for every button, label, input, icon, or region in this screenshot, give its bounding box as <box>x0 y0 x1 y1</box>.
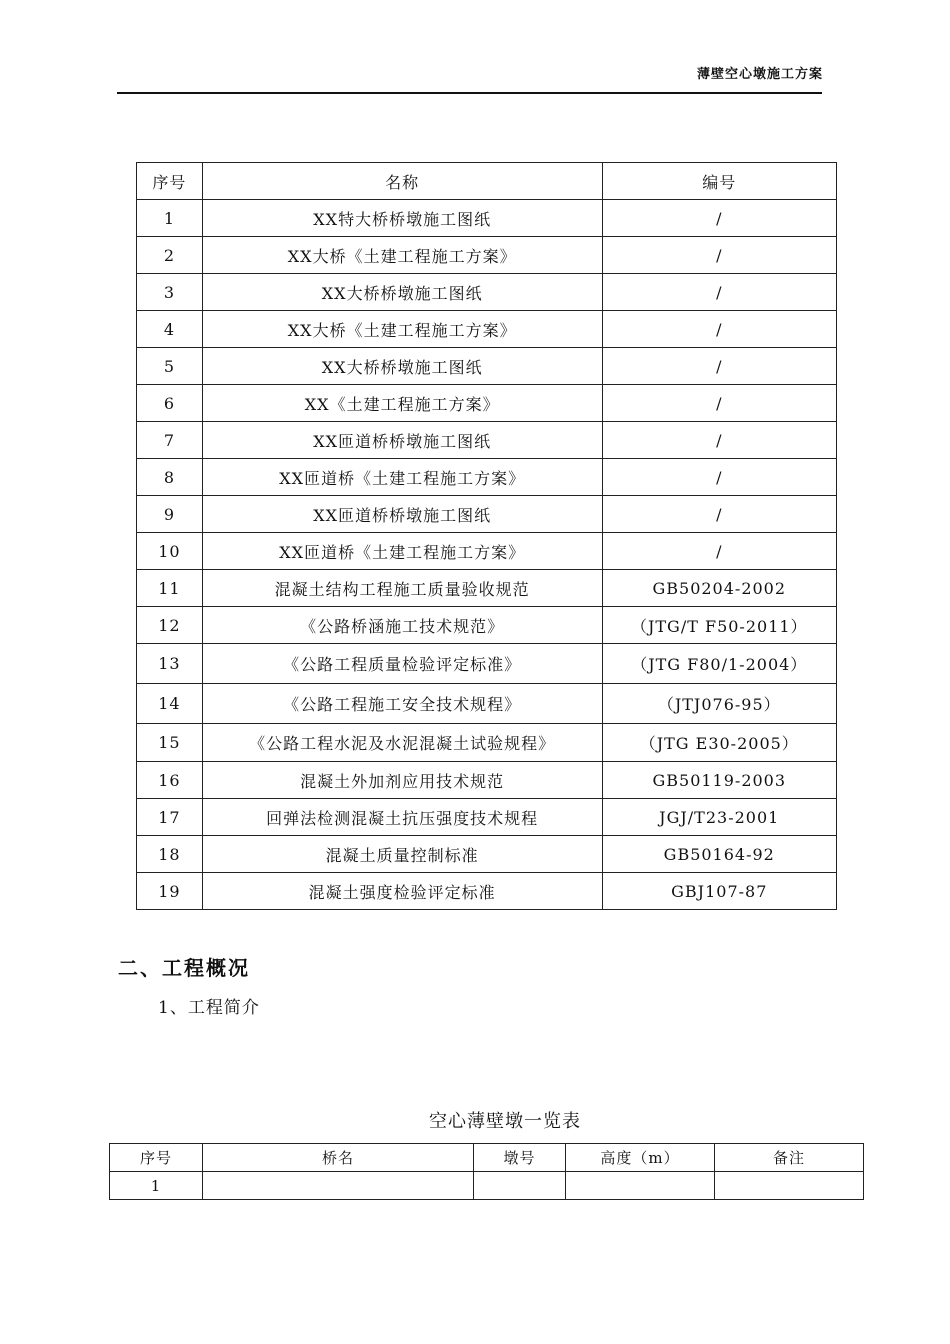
row-code-cell: GB50119-2003 <box>602 762 836 799</box>
row-name-cell: XX大桥桥墩施工图纸 <box>202 348 602 385</box>
row-name-cell: 回弹法检测混凝土抗压强度技术规程 <box>202 799 602 836</box>
row-remarks-cell <box>715 1172 864 1200</box>
column-header-name: 名称 <box>202 163 602 200</box>
row-code-cell: （JTJ076-95） <box>602 684 836 724</box>
section-heading: 二、工程概况 <box>118 956 250 980</box>
pier-overview-table <box>109 1143 864 1200</box>
table-row <box>137 873 837 910</box>
row-code-cell: / <box>602 274 836 311</box>
row-code-cell: / <box>602 422 836 459</box>
reference-standards-table <box>136 162 837 910</box>
table-row <box>137 644 837 684</box>
table-row <box>137 459 837 496</box>
row-pier-number-cell <box>474 1172 566 1200</box>
row-code-cell: GB50164-92 <box>602 836 836 873</box>
row-index-cell: 1 <box>137 200 203 237</box>
column-header-pier-number: 墩号 <box>474 1144 566 1172</box>
row-code-cell: / <box>602 348 836 385</box>
pier-table-caption: 空心薄壁墩一览表 <box>429 1111 581 1132</box>
row-code-cell: / <box>602 533 836 570</box>
row-index-cell: 8 <box>137 459 203 496</box>
table-row <box>137 348 837 385</box>
header-title: 薄壁空心墩施工方案 <box>696 67 823 82</box>
table-row <box>137 311 837 348</box>
row-name-cell: XX《土建工程施工方案》 <box>202 385 602 422</box>
row-index-cell: 6 <box>137 385 203 422</box>
row-name-cell: 《公路工程水泥及水泥混凝土试验规程》 <box>202 724 602 762</box>
table-row <box>137 607 837 644</box>
row-name-cell: XX大桥《土建工程施工方案》 <box>202 237 602 274</box>
row-index-cell: 12 <box>137 607 203 644</box>
row-name-cell: XX匝道桥桥墩施工图纸 <box>202 496 602 533</box>
column-header-index: 序号 <box>110 1144 203 1172</box>
column-header-bridge-name: 桥名 <box>203 1144 474 1172</box>
row-index-cell: 4 <box>137 311 203 348</box>
row-code-cell: / <box>602 237 836 274</box>
row-code-cell: JGJ/T23-2001 <box>602 799 836 836</box>
row-name-cell: 《公路工程施工安全技术规程》 <box>202 684 602 724</box>
row-code-cell: （JTG F80/1-2004） <box>602 644 836 684</box>
column-header-height: 高度（m） <box>566 1144 715 1172</box>
row-code-cell: （JTG/T F50-2011） <box>602 607 836 644</box>
row-index-cell: 14 <box>137 684 203 724</box>
table-row <box>137 496 837 533</box>
row-name-cell: 《公路工程质量检验评定标准》 <box>202 644 602 684</box>
row-index-cell: 5 <box>137 348 203 385</box>
table-row <box>137 724 837 762</box>
row-name-cell: XX大桥桥墩施工图纸 <box>202 274 602 311</box>
row-name-cell: 混凝土质量控制标准 <box>202 836 602 873</box>
row-name-cell: XX大桥《土建工程施工方案》 <box>202 311 602 348</box>
table-row <box>137 533 837 570</box>
column-header-index: 序号 <box>137 163 203 200</box>
header-rule <box>117 92 822 94</box>
table-row <box>137 762 837 799</box>
row-index-cell: 15 <box>137 724 203 762</box>
column-header-remarks: 备注 <box>715 1144 864 1172</box>
row-name-cell: XX匝道桥《土建工程施工方案》 <box>202 459 602 496</box>
row-index-cell: 17 <box>137 799 203 836</box>
row-height-cell <box>566 1172 715 1200</box>
row-code-cell: / <box>602 200 836 237</box>
table-row <box>137 422 837 459</box>
table-row <box>137 799 837 836</box>
row-name-cell: 《公路桥涵施工技术规范》 <box>202 607 602 644</box>
row-name-cell: XX特大桥桥墩施工图纸 <box>202 200 602 237</box>
row-bridge-name-cell <box>203 1172 474 1200</box>
table-row <box>137 200 837 237</box>
table-row <box>137 385 837 422</box>
row-index-cell: 18 <box>137 836 203 873</box>
table-header-row <box>110 1144 864 1172</box>
row-name-cell: 混凝土结构工程施工质量验收规范 <box>202 570 602 607</box>
row-name-cell: 混凝土强度检验评定标准 <box>202 873 602 910</box>
row-index-cell: 19 <box>137 873 203 910</box>
row-index-cell: 3 <box>137 274 203 311</box>
column-header-code: 编号 <box>602 163 836 200</box>
table-row <box>137 237 837 274</box>
row-index-cell: 9 <box>137 496 203 533</box>
row-code-cell: / <box>602 385 836 422</box>
table-row <box>110 1172 864 1200</box>
table-row <box>137 684 837 724</box>
row-code-cell: （JTG E30-2005） <box>602 724 836 762</box>
row-code-cell: / <box>602 496 836 533</box>
table-row <box>137 836 837 873</box>
row-name-cell: XX匝道桥桥墩施工图纸 <box>202 422 602 459</box>
row-index-cell: 2 <box>137 237 203 274</box>
row-index-cell: 10 <box>137 533 203 570</box>
subsection-heading: 1、工程简介 <box>158 998 260 1018</box>
row-code-cell: GBJ107-87 <box>602 873 836 910</box>
table-row <box>137 274 837 311</box>
row-code-cell: / <box>602 311 836 348</box>
table-row <box>137 570 837 607</box>
row-index-cell: 7 <box>137 422 203 459</box>
row-index-cell: 16 <box>137 762 203 799</box>
table-header-row <box>137 163 837 200</box>
row-index-cell: 13 <box>137 644 203 684</box>
row-index-cell: 11 <box>137 570 203 607</box>
row-index-cell: 1 <box>110 1172 203 1200</box>
row-code-cell: GB50204-2002 <box>602 570 836 607</box>
row-code-cell: / <box>602 459 836 496</box>
row-name-cell: 混凝土外加剂应用技术规范 <box>202 762 602 799</box>
row-name-cell: XX匝道桥《土建工程施工方案》 <box>202 533 602 570</box>
